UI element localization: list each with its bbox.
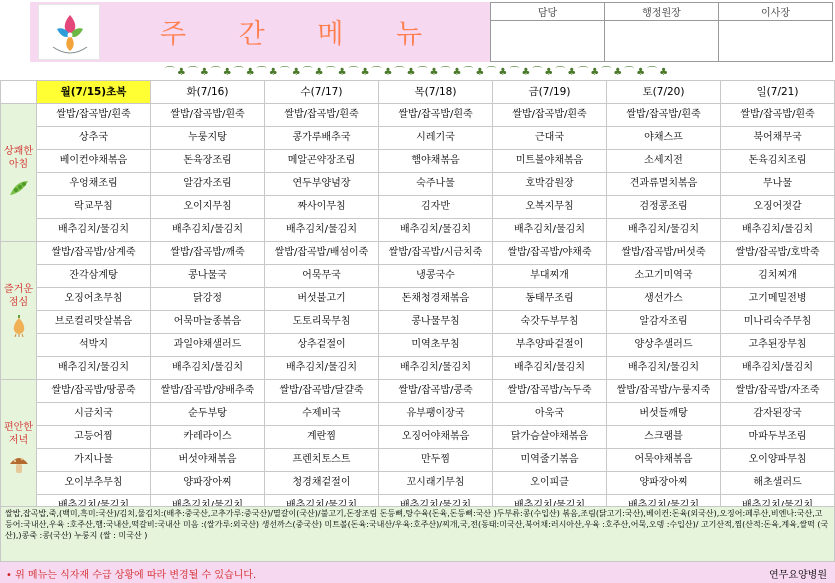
menu-item: 쌀밥/잡곡밥/흰죽 xyxy=(37,104,151,127)
menu-item: 오복지무침 xyxy=(493,196,607,219)
menu-item: 어묵마늘종볶음 xyxy=(151,311,265,334)
menu-item: 고추된장무침 xyxy=(721,334,835,357)
menu-item: 락교무침 xyxy=(37,196,151,219)
origin-info: 쌀밥,잡곡밥,죽,(백미,흑미:국산)/김치,물김치:(배추:중국산,고추가루:중국산)/멸갈이(국산)/불고기,돈장조림 돈등뼈,탕수육(돈육,돈등뼈:국산 )두부류:콩(수입산) 볶음,조림(닭고기:국산),베이컨:돈육(외국산),오징어:페루산,비엔나:국산,고등어:국내산,우육 :호주산,햄:국내산,떡갈비:국내산 미음 :(쌀가루:외국산) 생선까스(중국산) 미트볼(돈육:국내산/우육:호주산)/찌개,국,전(동태:미국산,북어채:러시아산,우육 :호주산,어묵,오뎅 :수입산)/ 고기산적,찜(산적:돈육,계육,쌀떡 (국산),)콩죽 :콩(국산) 누룽지 (쌀 : 미국산 ) xyxy=(0,506,835,562)
menu-item: 배추김치/물김치 xyxy=(379,219,493,242)
menu-item: 계란찜 xyxy=(265,426,379,449)
menu-item: 해초샐러드 xyxy=(721,472,835,495)
menu-item: 쌀밥/잡곡밥/흰죽 xyxy=(265,104,379,127)
menu-item: 감자된장국 xyxy=(721,403,835,426)
peapod-icon xyxy=(8,177,30,199)
menu-item: 쌀밥/잡곡밥/버섯죽 xyxy=(607,242,721,265)
menu-item: 버섯야채볶음 xyxy=(151,449,265,472)
menu-item: 배추김치/물김치 xyxy=(607,219,721,242)
menu-item: 미역줄기볶음 xyxy=(493,449,607,472)
meal-name: 즐거운 점심 xyxy=(4,284,33,308)
menu-row xyxy=(1,150,835,173)
menu-item: 야채스프 xyxy=(607,127,721,150)
corner-cell xyxy=(1,81,37,104)
menu-item: 양파장아찌 xyxy=(151,472,265,495)
menu-item: 쌀밥/잡곡밥/흰죽 xyxy=(493,104,607,127)
menu-item: 배추김치/물김치 xyxy=(37,357,151,380)
menu-item: 꼬시래기무침 xyxy=(379,472,493,495)
menu-item: 쌀밥/잡곡밥/야채죽 xyxy=(493,242,607,265)
meal-label-dinner xyxy=(1,380,37,518)
menu-item: 쌀밥/잡곡밥/흰죽 xyxy=(379,104,493,127)
approval-signature-chairman[interactable] xyxy=(719,21,833,62)
menu-item: 프렌치토스트 xyxy=(265,449,379,472)
menu-item: 쌀밥/잡곡밥/콩죽 xyxy=(379,380,493,403)
menu-item: 알감자조림 xyxy=(151,173,265,196)
menu-item: 돈육장조림 xyxy=(151,150,265,173)
menu-item: 쌀밥/잡곡밥/호박죽 xyxy=(721,242,835,265)
menu-item: 누룽지탕 xyxy=(151,127,265,150)
menu-item: 오이부추무침 xyxy=(37,472,151,495)
menu-body xyxy=(1,104,835,518)
menu-item: 쌀밥/잡곡밥/흰죽 xyxy=(721,104,835,127)
menu-row xyxy=(1,219,835,242)
footer-note: • 위 메뉴는 식자재 수급 상황에 따라 변경될 수 있습니다. xyxy=(6,570,257,581)
menu-item: 배추김치/물김치 xyxy=(265,357,379,380)
menu-item: 배추김치/물김치 xyxy=(493,357,607,380)
menu-item: 견과류멸치볶음 xyxy=(607,173,721,196)
hospital-name: 연무요양병원 xyxy=(769,570,827,581)
menu-item: 오징어젓갈 xyxy=(721,196,835,219)
menu-item: 근대국 xyxy=(493,127,607,150)
menu-item: 쌀밥/잡곡밥/녹두죽 xyxy=(493,380,607,403)
menu-item: 우엉채조림 xyxy=(37,173,151,196)
day-header-row xyxy=(1,81,835,104)
menu-item: 숙갓두부무침 xyxy=(493,311,607,334)
menu-item: 청경채겉절이 xyxy=(265,472,379,495)
menu-item: 오이피클 xyxy=(493,472,607,495)
menu-item: 돈채청경채볶음 xyxy=(379,288,493,311)
menu-item: 가지나물 xyxy=(37,449,151,472)
menu-item: 부추양파겉절이 xyxy=(493,334,607,357)
menu-item: 닭가슴살야채볶음 xyxy=(493,426,607,449)
menu-item: 생선가스 xyxy=(607,288,721,311)
menu-item: 순두부탕 xyxy=(151,403,265,426)
menu-item: 배추김치/물김치 xyxy=(37,219,151,242)
menu-row xyxy=(1,196,835,219)
menu-item: 호박감원장 xyxy=(493,173,607,196)
menu-item: 배추김치/물김치 xyxy=(607,357,721,380)
meal-name: 편안한 저녁 xyxy=(4,422,33,446)
menu-row xyxy=(1,265,835,288)
menu-item: 수제비국 xyxy=(265,403,379,426)
menu-item: 베이컨야채볶음 xyxy=(37,150,151,173)
menu-item: 오징어초무침 xyxy=(37,288,151,311)
meal-label-breakfast xyxy=(1,104,37,242)
menu-row xyxy=(1,242,835,265)
menu-item: 유부팽이장국 xyxy=(379,403,493,426)
menu-row xyxy=(1,173,835,196)
menu-item: 쌀밥/잡곡밥/삼계죽 xyxy=(37,242,151,265)
menu-item: 스크램블 xyxy=(607,426,721,449)
menu-item: 소고기미역국 xyxy=(607,265,721,288)
menu-item: 마파두부조림 xyxy=(721,426,835,449)
menu-item: 콩나물국 xyxy=(151,265,265,288)
menu-item: 돈육김치조림 xyxy=(721,150,835,173)
menu-item: 배추김치/물김치 xyxy=(265,219,379,242)
menu-item: 쌀밥/잡곡밥/땅콩죽 xyxy=(37,380,151,403)
menu-item: 무나물 xyxy=(721,173,835,196)
menu-item: 냉콩국수 xyxy=(379,265,493,288)
day-header-wed: 수(7/17) xyxy=(265,81,379,104)
menu-row xyxy=(1,357,835,380)
menu-item: 알감자조림 xyxy=(607,311,721,334)
menu-row xyxy=(1,380,835,403)
mushroom-icon xyxy=(8,453,30,475)
logo-flower-icon xyxy=(39,5,101,61)
menu-item: 햄야채볶음 xyxy=(379,150,493,173)
menu-item: 쌀밥/잡곡밥/누룽지죽 xyxy=(607,380,721,403)
menu-item: 상추국 xyxy=(37,127,151,150)
menu-item: 쌀밥/잡곡밥/배섬이죽 xyxy=(265,242,379,265)
menu-item: 어묵야채볶음 xyxy=(607,449,721,472)
approval-signature-staff[interactable] xyxy=(491,21,605,62)
menu-item: 부대찌개 xyxy=(493,265,607,288)
menu-item: 버섯들깨탕 xyxy=(607,403,721,426)
day-header-sat: 토(7/20) xyxy=(607,81,721,104)
menu-item: 배추김치/물김치 xyxy=(151,357,265,380)
menu-item: 도토리묵무침 xyxy=(265,311,379,334)
menu-item: 소세지전 xyxy=(607,150,721,173)
approval-box xyxy=(490,2,833,62)
onion-icon xyxy=(8,315,30,337)
page-title: 주 간 메 뉴 xyxy=(160,19,445,50)
menu-item: 시금치국 xyxy=(37,403,151,426)
menu-item: 잔각삼계탕 xyxy=(37,265,151,288)
menu-item: 콩나물무침 xyxy=(379,311,493,334)
menu-row xyxy=(1,449,835,472)
header xyxy=(0,0,835,80)
day-header-sun: 일(7/21) xyxy=(721,81,835,104)
menu-row xyxy=(1,472,835,495)
menu-row xyxy=(1,334,835,357)
logo xyxy=(38,4,100,60)
menu-item: 고기메밀전병 xyxy=(721,288,835,311)
menu-item: 어묵무국 xyxy=(265,265,379,288)
menu-item: 카레라이스 xyxy=(151,426,265,449)
menu-item: 배추김치/물김치 xyxy=(151,219,265,242)
menu-item: 쌀밥/잡곡밥/양배추죽 xyxy=(151,380,265,403)
approval-label-director: 행정원장 xyxy=(605,3,719,21)
menu-item: 숙주나물 xyxy=(379,173,493,196)
menu-item: 양상추샐러드 xyxy=(607,334,721,357)
menu-item: 배추김치/물김치 xyxy=(721,219,835,242)
menu-item: 배추김치/물김치 xyxy=(493,219,607,242)
menu-item: 짜사이무침 xyxy=(265,196,379,219)
menu-item: 양파장아찌 xyxy=(607,472,721,495)
menu-row xyxy=(1,127,835,150)
menu-item: 검정콩조림 xyxy=(607,196,721,219)
menu-item: 메알곤약장조림 xyxy=(265,150,379,173)
menu-item: 미나리숙주무침 xyxy=(721,311,835,334)
menu-item: 미트볼야채볶음 xyxy=(493,150,607,173)
menu-item: 콩가루배추국 xyxy=(265,127,379,150)
weekly-menu-table xyxy=(0,80,835,518)
menu-item: 브로컬리맛살볶음 xyxy=(37,311,151,334)
meal-name: 상쾌한 아침 xyxy=(4,146,33,170)
menu-item: 배추김치/물김치 xyxy=(379,357,493,380)
approval-signature-director[interactable] xyxy=(605,21,719,62)
menu-item: 버섯불고기 xyxy=(265,288,379,311)
menu-item: 배추김치/물김치 xyxy=(721,357,835,380)
menu-row xyxy=(1,288,835,311)
menu-item: 만두찜 xyxy=(379,449,493,472)
menu-item: 오징어야채볶음 xyxy=(379,426,493,449)
menu-item: 시레기국 xyxy=(379,127,493,150)
menu-item: 오이지무침 xyxy=(151,196,265,219)
menu-item: 쌀밥/잡곡밥/달걀죽 xyxy=(265,380,379,403)
footer xyxy=(0,562,835,583)
menu-item: 오이양파무침 xyxy=(721,449,835,472)
menu-item: 쌀밥/잡곡밥/자조죽 xyxy=(721,380,835,403)
day-header-thu: 목(7/18) xyxy=(379,81,493,104)
menu-item: 닭강정 xyxy=(151,288,265,311)
menu-row xyxy=(1,426,835,449)
menu-item: 아욱국 xyxy=(493,403,607,426)
menu-item: 김치찌개 xyxy=(721,265,835,288)
menu-item: 김자반 xyxy=(379,196,493,219)
approval-label-staff: 담당 xyxy=(491,3,605,21)
menu-item: 쌀밥/잡곡밥/흰죽 xyxy=(607,104,721,127)
menu-item: 동태무조림 xyxy=(493,288,607,311)
menu-item: 상추겉절이 xyxy=(265,334,379,357)
menu-item: 연두부양념장 xyxy=(265,173,379,196)
menu-item: 미역초무침 xyxy=(379,334,493,357)
meal-label-lunch xyxy=(1,242,37,380)
menu-item: 쌀밥/잡곡밥/흰죽 xyxy=(151,104,265,127)
menu-item: 고등어찜 xyxy=(37,426,151,449)
menu-item: 석박지 xyxy=(37,334,151,357)
menu-item: 쌀밥/잡곡밥/깨죽 xyxy=(151,242,265,265)
vine-decoration-icon: ⌒♣⌒♣⌒♣⌒♣⌒♣⌒♣⌒♣⌒♣⌒♣⌒♣⌒♣⌒♣⌒♣⌒♣⌒♣⌒♣⌒♣⌒♣⌒♣⌒♣⌒♣⌒♣ xyxy=(164,66,671,78)
approval-label-chairman: 이사장 xyxy=(719,3,833,21)
day-header-tue: 화(7/16) xyxy=(151,81,265,104)
day-header-mon: 월(7/15)초복 xyxy=(37,81,151,104)
menu-row xyxy=(1,311,835,334)
menu-row xyxy=(1,403,835,426)
menu-item: 쌀밥/잡곡밥/시금치죽 xyxy=(379,242,493,265)
menu-row xyxy=(1,104,835,127)
menu-item: 과일야채샐러드 xyxy=(151,334,265,357)
menu-item: 북어채무국 xyxy=(721,127,835,150)
day-header-fri: 금(7/19) xyxy=(493,81,607,104)
